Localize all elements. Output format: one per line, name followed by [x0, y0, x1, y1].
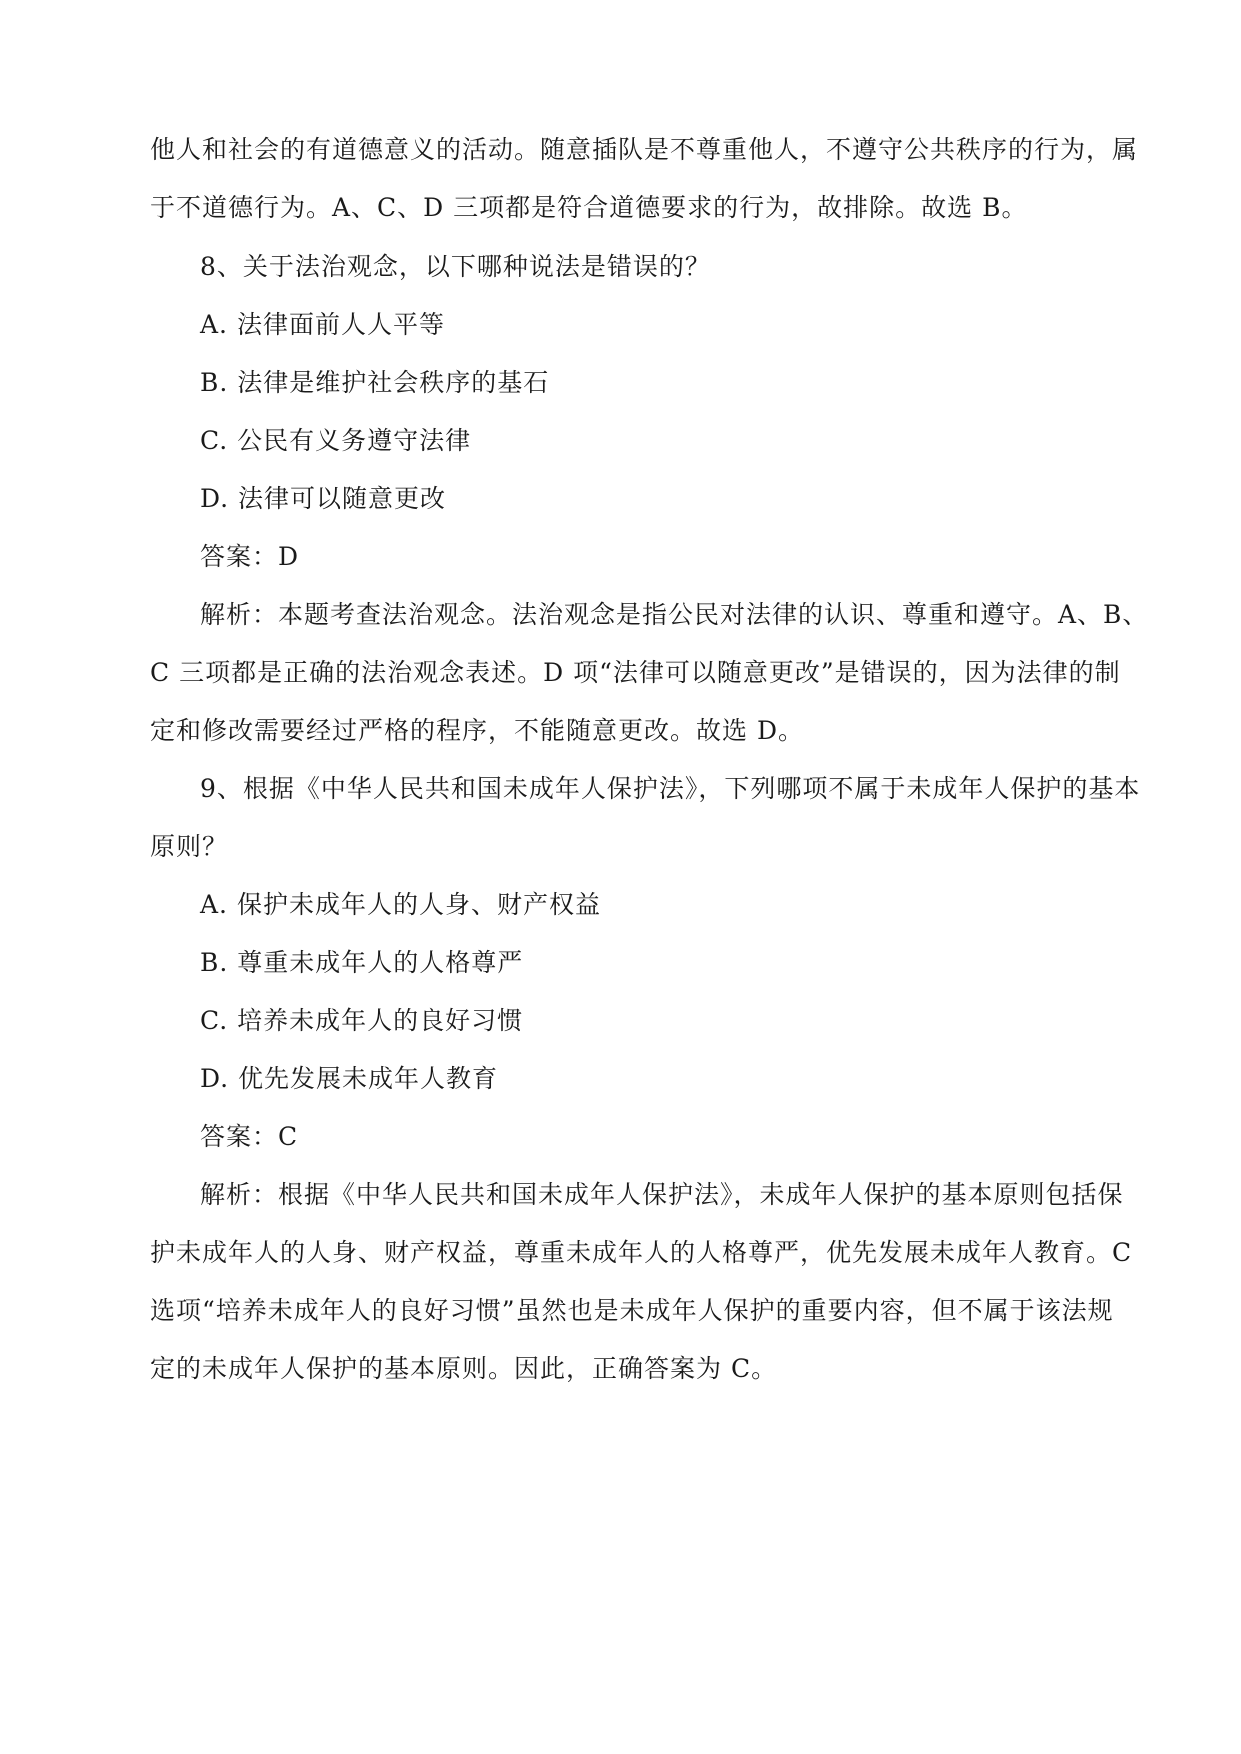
carryover-line-2: 于不道德行为。A、C、D 三项都是符合道德要求的行为，故排除。故选 B。: [150, 193, 1028, 222]
question-8-analysis-line-1: 解析：本题考查法治观念。法治观念是指公民对法律的认识、尊重和遵守。A、B、: [200, 600, 1149, 629]
question-9-option-a: A. 保护未成年人的人身、财产权益: [200, 890, 601, 919]
question-9-analysis-line-2: 护未成年人的人身、财产权益，尊重未成年人的人格尊严，优先发展未成年人教育。C: [150, 1238, 1133, 1267]
question-9-option-c: C. 培养未成年人的良好习惯: [200, 1006, 524, 1035]
question-8-stem: 8、关于法治观念，以下哪种说法是错误的？: [200, 252, 711, 281]
question-9-analysis-line-1: 解析：根据《中华人民共和国未成年人保护法》，未成年人保护的基本原则包括保: [200, 1180, 1124, 1209]
question-8-answer: 答案：D: [200, 542, 300, 571]
question-9-answer: 答案：C: [200, 1122, 299, 1151]
question-9-stem-line-2: 原则？: [150, 832, 229, 861]
question-8-option-a: A. 法律面前人人平等: [200, 310, 445, 339]
question-9-analysis-line-4: 定的未成年人保护的基本原则。因此，正确答案为 C。: [150, 1354, 778, 1383]
question-9-option-d: D. 优先发展未成年人教育: [200, 1064, 499, 1093]
carryover-line-1: 他人和社会的有道德意义的活动。随意插队是不尊重他人，不遵守公共秩序的行为，属: [150, 135, 1139, 164]
question-9-analysis-line-3: 选项“培养未成年人的良好习惯”虽然也是未成年人保护的重要内容，但不属于该法规: [150, 1296, 1114, 1325]
question-8-analysis-line-3: 定和修改需要经过严格的程序，不能随意更改。故选 D。: [150, 716, 804, 745]
question-8-analysis-line-2: C 三项都是正确的法治观念表述。D 项“法律可以随意更改”是错误的，因为法律的制: [150, 658, 1121, 687]
question-9-option-b: B. 尊重未成年人的人格尊严: [200, 948, 524, 977]
question-8-option-b: B. 法律是维护社会秩序的基石: [200, 368, 550, 397]
question-8-option-d: D. 法律可以随意更改: [200, 484, 447, 513]
question-8-option-c: C. 公民有义务遵守法律: [200, 426, 472, 455]
question-9-stem-line-1: 9、根据《中华人民共和国未成年人保护法》，下列哪项不属于未成年人保护的基本: [200, 774, 1141, 803]
